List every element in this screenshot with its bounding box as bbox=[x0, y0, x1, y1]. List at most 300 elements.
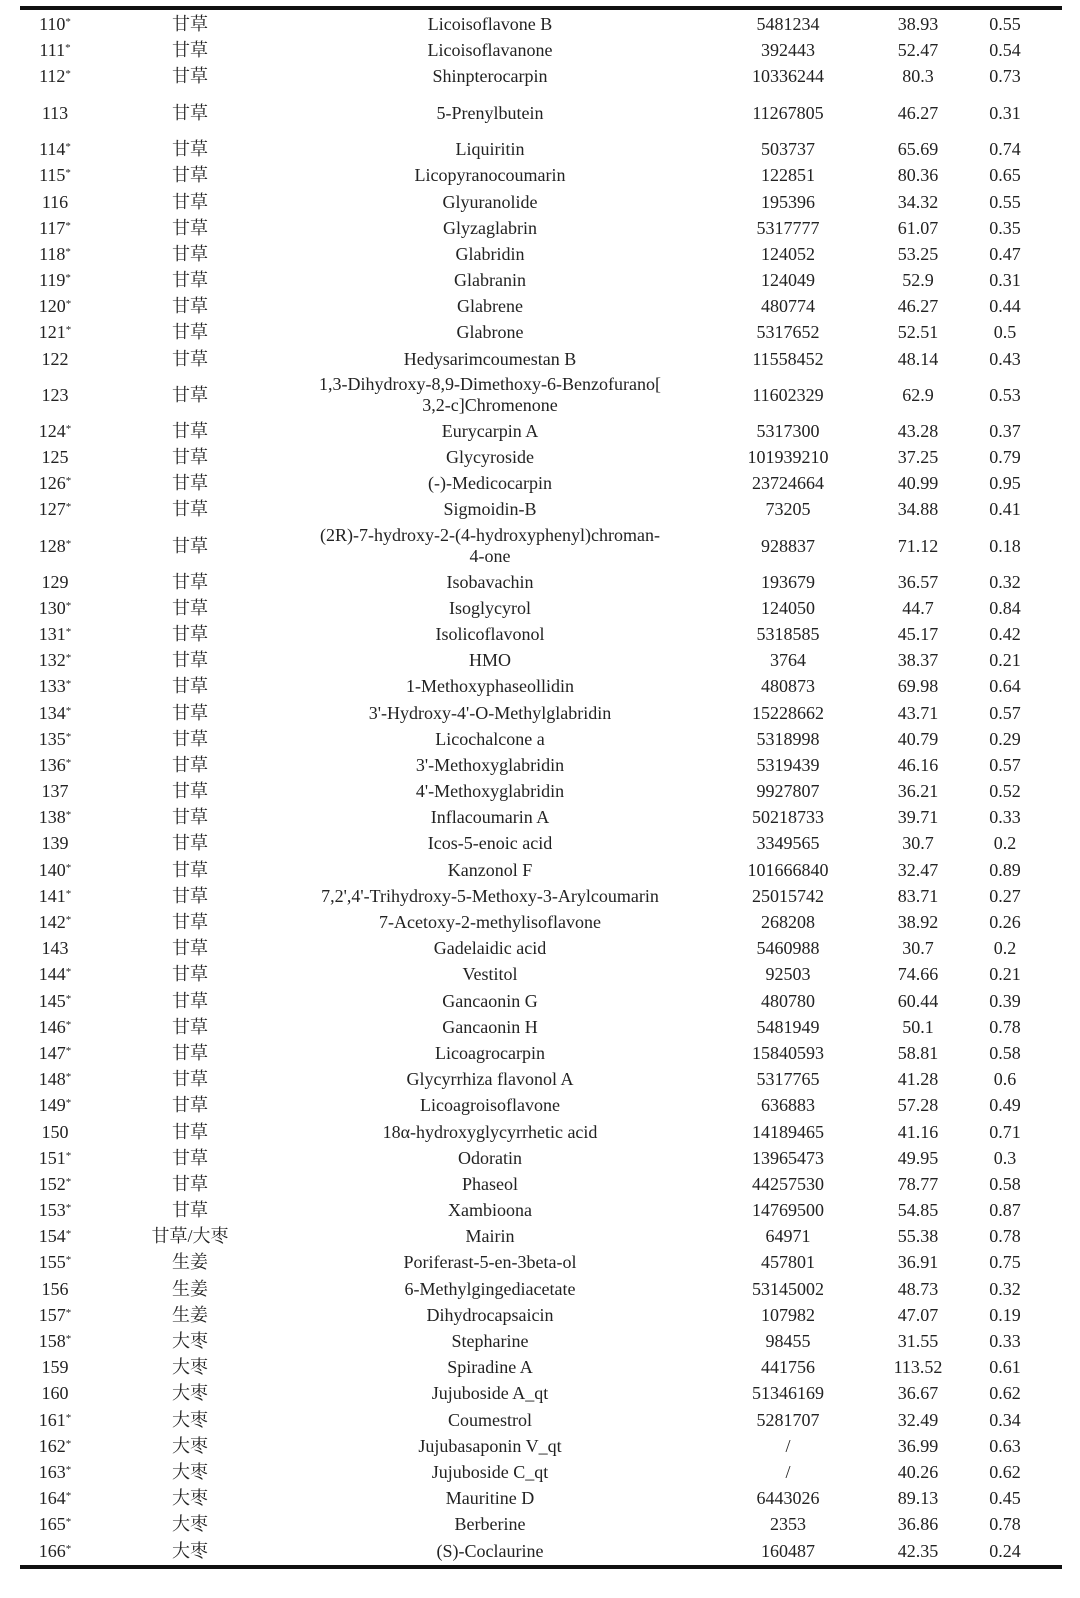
pubchem-cid: 50218733 bbox=[752, 807, 824, 828]
ob-value: 36.57 bbox=[897, 571, 939, 592]
herb-source: 甘草 bbox=[172, 473, 208, 494]
compound-name: Xambioona bbox=[448, 1200, 532, 1221]
ob-value: 30.7 bbox=[902, 938, 934, 959]
table-row bbox=[0, 988, 1080, 1014]
table-row bbox=[0, 1538, 1080, 1564]
ob-value: 36.91 bbox=[897, 1252, 939, 1273]
compound-name: Stepharine bbox=[451, 1331, 529, 1352]
compound-id bbox=[22, 1433, 88, 1459]
compound-id bbox=[22, 883, 88, 909]
id-number: 121 bbox=[38, 322, 66, 343]
table-row bbox=[0, 1093, 1080, 1119]
pubchem-cid: 98455 bbox=[765, 1331, 811, 1352]
dl-value: 0.32 bbox=[989, 571, 1021, 592]
compound-name: Dihydrocapsaicin bbox=[426, 1304, 554, 1325]
compound-id bbox=[22, 1171, 88, 1197]
pubchem-cid: 124052 bbox=[761, 243, 815, 264]
pubchem-cid: 107982 bbox=[761, 1304, 815, 1325]
compound-name: Poriferast-5-en-3beta-ol bbox=[403, 1252, 577, 1273]
id-mark: * bbox=[65, 730, 72, 743]
table-row bbox=[0, 268, 1080, 294]
id-number: 134 bbox=[38, 702, 66, 723]
ob-value: 65.69 bbox=[897, 139, 939, 160]
table-row bbox=[0, 372, 1080, 418]
id-number: 128 bbox=[38, 535, 66, 556]
compound-id bbox=[22, 988, 88, 1014]
table-row bbox=[0, 595, 1080, 621]
table-row bbox=[0, 444, 1080, 470]
id-mark: * bbox=[65, 1228, 72, 1241]
id-mark: * bbox=[65, 1516, 72, 1529]
id-number: 122 bbox=[41, 348, 69, 369]
compound-name: Inflacoumarin A bbox=[430, 807, 550, 828]
herb-source: 甘草 bbox=[172, 39, 208, 60]
pubchem-cid: 11267805 bbox=[752, 102, 824, 123]
id-number: 127 bbox=[38, 499, 66, 520]
pubchem-cid: 480780 bbox=[761, 990, 815, 1011]
id-mark: * bbox=[65, 1437, 72, 1450]
table-row bbox=[0, 569, 1080, 595]
compound-id bbox=[22, 1459, 88, 1485]
id-number: 140 bbox=[38, 859, 66, 880]
compound-id bbox=[22, 189, 88, 215]
id-mark: * bbox=[65, 861, 72, 874]
compound-id bbox=[22, 1512, 88, 1538]
table-row bbox=[0, 241, 1080, 267]
compound-id bbox=[22, 268, 88, 294]
compound-id bbox=[22, 700, 88, 726]
ob-value: 38.92 bbox=[897, 912, 939, 933]
id-number: 155 bbox=[38, 1252, 66, 1273]
herb-source: 生姜 bbox=[172, 1278, 208, 1299]
id-mark: * bbox=[65, 1097, 72, 1110]
table-row bbox=[0, 674, 1080, 700]
herb-source: 甘草 bbox=[172, 1016, 208, 1037]
pubchem-cid: 124049 bbox=[761, 270, 815, 291]
herb-source: 大枣 bbox=[172, 1514, 208, 1535]
pubchem-cid: 5317777 bbox=[756, 217, 820, 238]
dl-value: 0.78 bbox=[989, 1016, 1021, 1037]
herb-source: 甘草 bbox=[172, 990, 208, 1011]
id-number: 131 bbox=[38, 623, 66, 644]
herb-source: 甘草 bbox=[172, 270, 208, 291]
dl-value: 0.19 bbox=[989, 1304, 1021, 1325]
herb-source: 甘草 bbox=[172, 139, 208, 160]
compound-name: Glabranin bbox=[454, 270, 526, 291]
dl-value: 0.58 bbox=[989, 1042, 1021, 1063]
ob-value: 52.9 bbox=[902, 270, 934, 291]
compound-id bbox=[22, 11, 88, 37]
table-row bbox=[0, 294, 1080, 320]
compound-id bbox=[22, 1198, 88, 1224]
table-row bbox=[0, 1486, 1080, 1512]
compound-id bbox=[22, 1381, 88, 1407]
table-row bbox=[0, 1276, 1080, 1302]
id-number: 162 bbox=[38, 1435, 66, 1456]
pubchem-cid: 195396 bbox=[761, 191, 815, 212]
compound-id bbox=[22, 805, 88, 831]
table-row bbox=[0, 726, 1080, 752]
id-mark: * bbox=[65, 652, 72, 665]
herb-source: 甘草 bbox=[172, 1042, 208, 1063]
table-row bbox=[0, 1040, 1080, 1066]
compound-name: Gancaonin H bbox=[442, 1016, 538, 1037]
dl-value: 0.62 bbox=[989, 1383, 1021, 1404]
compound-name: Glabrone bbox=[456, 322, 524, 343]
herb-source: 甘草 bbox=[172, 571, 208, 592]
id-mark: * bbox=[65, 914, 72, 927]
dl-value: 0.2 bbox=[993, 938, 1017, 959]
dl-value: 0.6 bbox=[993, 1069, 1017, 1090]
id-mark: * bbox=[65, 1411, 72, 1424]
pubchem-cid: 5460988 bbox=[756, 938, 820, 959]
compound-name: Glabrene bbox=[457, 296, 523, 317]
ob-value: 71.12 bbox=[897, 535, 939, 556]
pubchem-cid: 73205 bbox=[765, 499, 811, 520]
compound-name: 3'-Hydroxy-4'-O-Methylglabridin bbox=[368, 702, 612, 723]
compound-name: Spiradine A bbox=[447, 1357, 533, 1378]
pubchem-cid: 480774 bbox=[761, 296, 815, 317]
herb-source: 甘草 bbox=[172, 676, 208, 697]
compound-id bbox=[22, 241, 88, 267]
id-mark: * bbox=[65, 678, 72, 691]
id-number: 113 bbox=[41, 102, 69, 123]
id-number: 161 bbox=[38, 1409, 66, 1430]
herb-source: 甘草 bbox=[172, 1173, 208, 1194]
pubchem-cid: 5318998 bbox=[756, 728, 820, 749]
dl-value: 0.54 bbox=[989, 39, 1021, 60]
dl-value: 0.45 bbox=[989, 1488, 1021, 1509]
compound-id bbox=[22, 320, 88, 346]
dl-value: 0.95 bbox=[989, 473, 1021, 494]
ob-value: 113.52 bbox=[893, 1357, 943, 1378]
compound-name: Glyzaglabrin bbox=[443, 217, 537, 238]
ob-value: 39.71 bbox=[897, 807, 939, 828]
id-mark: * bbox=[65, 298, 72, 311]
table-row bbox=[0, 1459, 1080, 1485]
dl-value: 0.21 bbox=[989, 964, 1021, 985]
herb-source: 甘草 bbox=[172, 1121, 208, 1142]
compound-name: (S)-Coclaurine bbox=[436, 1540, 544, 1561]
id-mark: * bbox=[65, 141, 71, 154]
pubchem-cid: 5281707 bbox=[756, 1409, 820, 1430]
ob-value: 43.71 bbox=[897, 702, 939, 723]
herb-source: 甘草 bbox=[172, 754, 208, 775]
pubchem-cid: 3349565 bbox=[756, 833, 820, 854]
dl-value: 0.89 bbox=[989, 859, 1021, 880]
id-mark: * bbox=[65, 167, 71, 180]
pubchem-cid: 2353 bbox=[770, 1514, 806, 1535]
compound-id bbox=[22, 1328, 88, 1354]
compound-name: 3'-Methoxyglabridin bbox=[415, 754, 565, 775]
ob-value: 60.44 bbox=[897, 990, 939, 1011]
id-number: 133 bbox=[38, 676, 66, 697]
herb-source: 甘草 bbox=[172, 384, 208, 405]
id-number: 144 bbox=[38, 964, 66, 985]
compound-table bbox=[0, 11, 1080, 1564]
dl-value: 0.44 bbox=[989, 296, 1021, 317]
ob-value: 89.13 bbox=[897, 1488, 939, 1509]
table-row bbox=[0, 1119, 1080, 1145]
table-row bbox=[0, 1145, 1080, 1171]
id-number: 138 bbox=[38, 807, 66, 828]
pubchem-cid: 14769500 bbox=[752, 1200, 824, 1221]
id-number: 114 bbox=[39, 139, 66, 160]
dl-value: 0.37 bbox=[989, 420, 1021, 441]
table-row bbox=[0, 779, 1080, 805]
id-number: 115 bbox=[39, 165, 66, 186]
ob-value: 38.37 bbox=[897, 650, 939, 671]
ob-value: 40.99 bbox=[897, 473, 939, 494]
table-row bbox=[0, 189, 1080, 215]
compound-id bbox=[22, 1040, 88, 1066]
compound-id bbox=[22, 1486, 88, 1512]
pubchem-cid: 23724664 bbox=[752, 473, 824, 494]
compound-name: Icos-5-enoic acid bbox=[427, 833, 553, 854]
dl-value: 0.49 bbox=[989, 1095, 1021, 1116]
compound-name: Licoagrocarpin bbox=[435, 1042, 545, 1063]
herb-source: 大枣 bbox=[172, 1409, 208, 1430]
table-row bbox=[0, 320, 1080, 346]
compound-id bbox=[22, 1407, 88, 1433]
table-row bbox=[0, 1014, 1080, 1040]
dl-value: 0.58 bbox=[989, 1173, 1021, 1194]
herb-source: 甘草 bbox=[172, 322, 208, 343]
id-mark: * bbox=[65, 15, 71, 28]
compound-id bbox=[22, 163, 88, 189]
pubchem-cid: 101939210 bbox=[747, 447, 829, 468]
pubchem-cid: 5319439 bbox=[756, 754, 820, 775]
dl-value: 0.61 bbox=[989, 1357, 1021, 1378]
compound-name: Liquiritin bbox=[455, 139, 525, 160]
herb-source: 甘草 bbox=[172, 859, 208, 880]
compound-id bbox=[22, 1093, 88, 1119]
id-number: 143 bbox=[41, 938, 69, 959]
herb-source: 大枣 bbox=[172, 1461, 208, 1482]
id-number: 129 bbox=[41, 571, 69, 592]
id-number: 163 bbox=[38, 1461, 66, 1482]
ob-value: 80.3 bbox=[902, 65, 934, 86]
table-row bbox=[0, 1433, 1080, 1459]
herb-source: 甘草 bbox=[172, 1069, 208, 1090]
dl-value: 0.29 bbox=[989, 728, 1021, 749]
compound-name: 18α-hydroxyglycyrrhetic acid bbox=[382, 1121, 598, 1142]
id-number: 166 bbox=[38, 1540, 66, 1561]
compound-name: Gadelaidic acid bbox=[433, 938, 547, 959]
compound-id bbox=[22, 1145, 88, 1171]
id-mark: * bbox=[65, 1202, 72, 1215]
compound-id bbox=[22, 63, 88, 89]
pubchem-cid: 51346169 bbox=[752, 1383, 824, 1404]
ob-value: 58.81 bbox=[897, 1042, 939, 1063]
dl-value: 0.87 bbox=[989, 1200, 1021, 1221]
herb-source: 生姜 bbox=[172, 1252, 208, 1273]
herb-source: 甘草/大枣 bbox=[151, 1226, 229, 1247]
compound-name: Jujubasaponin V_qt bbox=[418, 1435, 562, 1456]
compound-name: Shinpterocarpin bbox=[432, 65, 548, 86]
id-number: 157 bbox=[38, 1304, 66, 1325]
id-number: 119 bbox=[39, 270, 66, 291]
pubchem-cid: 10336244 bbox=[752, 65, 824, 86]
compound-name: 7,2',4'-Trihydroxy-5-Methoxy-3-Arylcoumarin bbox=[321, 885, 659, 906]
ob-value: 80.36 bbox=[897, 165, 939, 186]
compound-id bbox=[22, 294, 88, 320]
dl-value: 0.71 bbox=[989, 1121, 1021, 1142]
compound-id bbox=[22, 1355, 88, 1381]
id-mark: * bbox=[65, 625, 72, 638]
dl-value: 0.18 bbox=[989, 535, 1021, 556]
dl-value: 0.31 bbox=[989, 102, 1021, 123]
compound-id bbox=[22, 595, 88, 621]
table-row bbox=[0, 1328, 1080, 1354]
ob-value: 74.66 bbox=[897, 964, 939, 985]
table-row bbox=[0, 936, 1080, 962]
compound-id bbox=[22, 1538, 88, 1564]
pubchem-cid: / bbox=[785, 1435, 791, 1456]
pubchem-cid: 392443 bbox=[761, 39, 815, 60]
table-row bbox=[0, 1250, 1080, 1276]
compound-name: Phaseol bbox=[462, 1173, 518, 1194]
compound-id bbox=[22, 471, 88, 497]
compound-name: Jujuboside A_qt bbox=[431, 1383, 549, 1404]
compound-name: Coumestrol bbox=[448, 1409, 532, 1430]
compound-id bbox=[22, 936, 88, 962]
table-top-rule bbox=[20, 6, 1062, 10]
compound-id bbox=[22, 418, 88, 444]
table-row bbox=[0, 497, 1080, 523]
ob-value: 37.25 bbox=[897, 447, 939, 468]
herb-source: 大枣 bbox=[172, 1540, 208, 1561]
ob-value: 44.7 bbox=[902, 597, 934, 618]
ob-value: 31.55 bbox=[897, 1331, 939, 1352]
id-number: 123 bbox=[41, 384, 69, 405]
compound-id bbox=[22, 1224, 88, 1250]
id-number: 112 bbox=[39, 65, 66, 86]
dl-value: 0.39 bbox=[989, 990, 1021, 1011]
id-number: 126 bbox=[38, 473, 66, 494]
pubchem-cid: 441756 bbox=[761, 1357, 815, 1378]
ob-value: 32.47 bbox=[897, 859, 939, 880]
dl-value: 0.2 bbox=[993, 833, 1017, 854]
pubchem-cid: 101666840 bbox=[747, 859, 829, 880]
id-number: 124 bbox=[38, 420, 66, 441]
pubchem-cid: 64971 bbox=[765, 1226, 811, 1247]
id-mark: * bbox=[65, 1175, 72, 1188]
dl-value: 0.84 bbox=[989, 597, 1021, 618]
dl-value: 0.78 bbox=[989, 1514, 1021, 1535]
ob-value: 69.98 bbox=[897, 676, 939, 697]
ob-value: 34.32 bbox=[897, 191, 939, 212]
table-row bbox=[0, 752, 1080, 778]
ob-value: 43.28 bbox=[897, 420, 939, 441]
compound-name: Vestitol bbox=[462, 964, 518, 985]
id-mark: * bbox=[65, 219, 71, 232]
pubchem-cid: 5481949 bbox=[756, 1016, 820, 1037]
dl-value: 0.63 bbox=[989, 1435, 1021, 1456]
compound-id bbox=[22, 909, 88, 935]
compound-id bbox=[22, 372, 88, 418]
ob-value: 30.7 bbox=[902, 833, 934, 854]
ob-value: 36.67 bbox=[897, 1383, 939, 1404]
dl-value: 0.33 bbox=[989, 1331, 1021, 1352]
compound-id bbox=[22, 444, 88, 470]
compound-name: Mairin bbox=[465, 1226, 515, 1247]
id-mark: * bbox=[65, 324, 72, 337]
id-mark: * bbox=[65, 1306, 72, 1319]
pubchem-cid: 15228662 bbox=[752, 702, 824, 723]
ob-value: 40.26 bbox=[897, 1461, 939, 1482]
dl-value: 0.21 bbox=[989, 650, 1021, 671]
table-row bbox=[0, 137, 1080, 163]
compound-id bbox=[22, 90, 88, 137]
id-number: 110 bbox=[39, 13, 66, 34]
id-number: 141 bbox=[38, 885, 66, 906]
table-row bbox=[0, 1198, 1080, 1224]
id-number: 158 bbox=[38, 1331, 66, 1352]
compound-id bbox=[22, 962, 88, 988]
pubchem-cid: 13965473 bbox=[752, 1147, 824, 1168]
ob-value: 41.28 bbox=[897, 1069, 939, 1090]
pubchem-cid: 25015742 bbox=[752, 885, 824, 906]
compound-id bbox=[22, 726, 88, 752]
herb-source: 甘草 bbox=[172, 833, 208, 854]
compound-name: Isobavachin bbox=[446, 571, 534, 592]
compound-id bbox=[22, 674, 88, 700]
pubchem-cid: 92503 bbox=[765, 964, 811, 985]
table-row bbox=[0, 90, 1080, 137]
compound-name: Licochalcone a bbox=[435, 728, 545, 749]
id-number: 148 bbox=[38, 1069, 66, 1090]
herb-source: 甘草 bbox=[172, 938, 208, 959]
dl-value: 0.78 bbox=[989, 1226, 1021, 1247]
pubchem-cid: 3764 bbox=[770, 650, 806, 671]
ob-value: 83.71 bbox=[897, 885, 939, 906]
herb-source: 甘草 bbox=[172, 296, 208, 317]
compound-name: Glabridin bbox=[455, 243, 525, 264]
pubchem-cid: 124050 bbox=[761, 597, 815, 618]
herb-source: 甘草 bbox=[172, 885, 208, 906]
dl-value: 0.62 bbox=[989, 1461, 1021, 1482]
table-row bbox=[0, 1067, 1080, 1093]
herb-source: 甘草 bbox=[172, 65, 208, 86]
pubchem-cid: 11602329 bbox=[752, 384, 824, 405]
dl-value: 0.75 bbox=[989, 1252, 1021, 1273]
herb-source: 生姜 bbox=[172, 1304, 208, 1325]
id-mark: * bbox=[65, 501, 72, 514]
id-mark: * bbox=[65, 966, 72, 979]
pubchem-cid: 5317652 bbox=[756, 322, 820, 343]
pubchem-cid: 15840593 bbox=[752, 1042, 824, 1063]
ob-value: 38.93 bbox=[897, 13, 939, 34]
id-number: 139 bbox=[41, 833, 69, 854]
herb-source: 甘草 bbox=[172, 1095, 208, 1116]
id-mark: * bbox=[65, 756, 72, 769]
table-row bbox=[0, 831, 1080, 857]
compound-name: Licopyranocoumarin bbox=[414, 165, 566, 186]
table-row bbox=[0, 1171, 1080, 1197]
dl-value: 0.53 bbox=[989, 384, 1021, 405]
id-number: 151 bbox=[38, 1147, 66, 1168]
compound-id bbox=[22, 346, 88, 372]
herb-source: 甘草 bbox=[172, 217, 208, 238]
id-number: 136 bbox=[38, 754, 66, 775]
id-number: 125 bbox=[41, 447, 69, 468]
ob-value: 78.77 bbox=[897, 1173, 939, 1194]
id-number: 118 bbox=[39, 243, 66, 264]
pubchem-cid: 6443026 bbox=[756, 1488, 820, 1509]
ob-value: 52.51 bbox=[897, 322, 939, 343]
ob-value: 36.21 bbox=[897, 781, 939, 802]
